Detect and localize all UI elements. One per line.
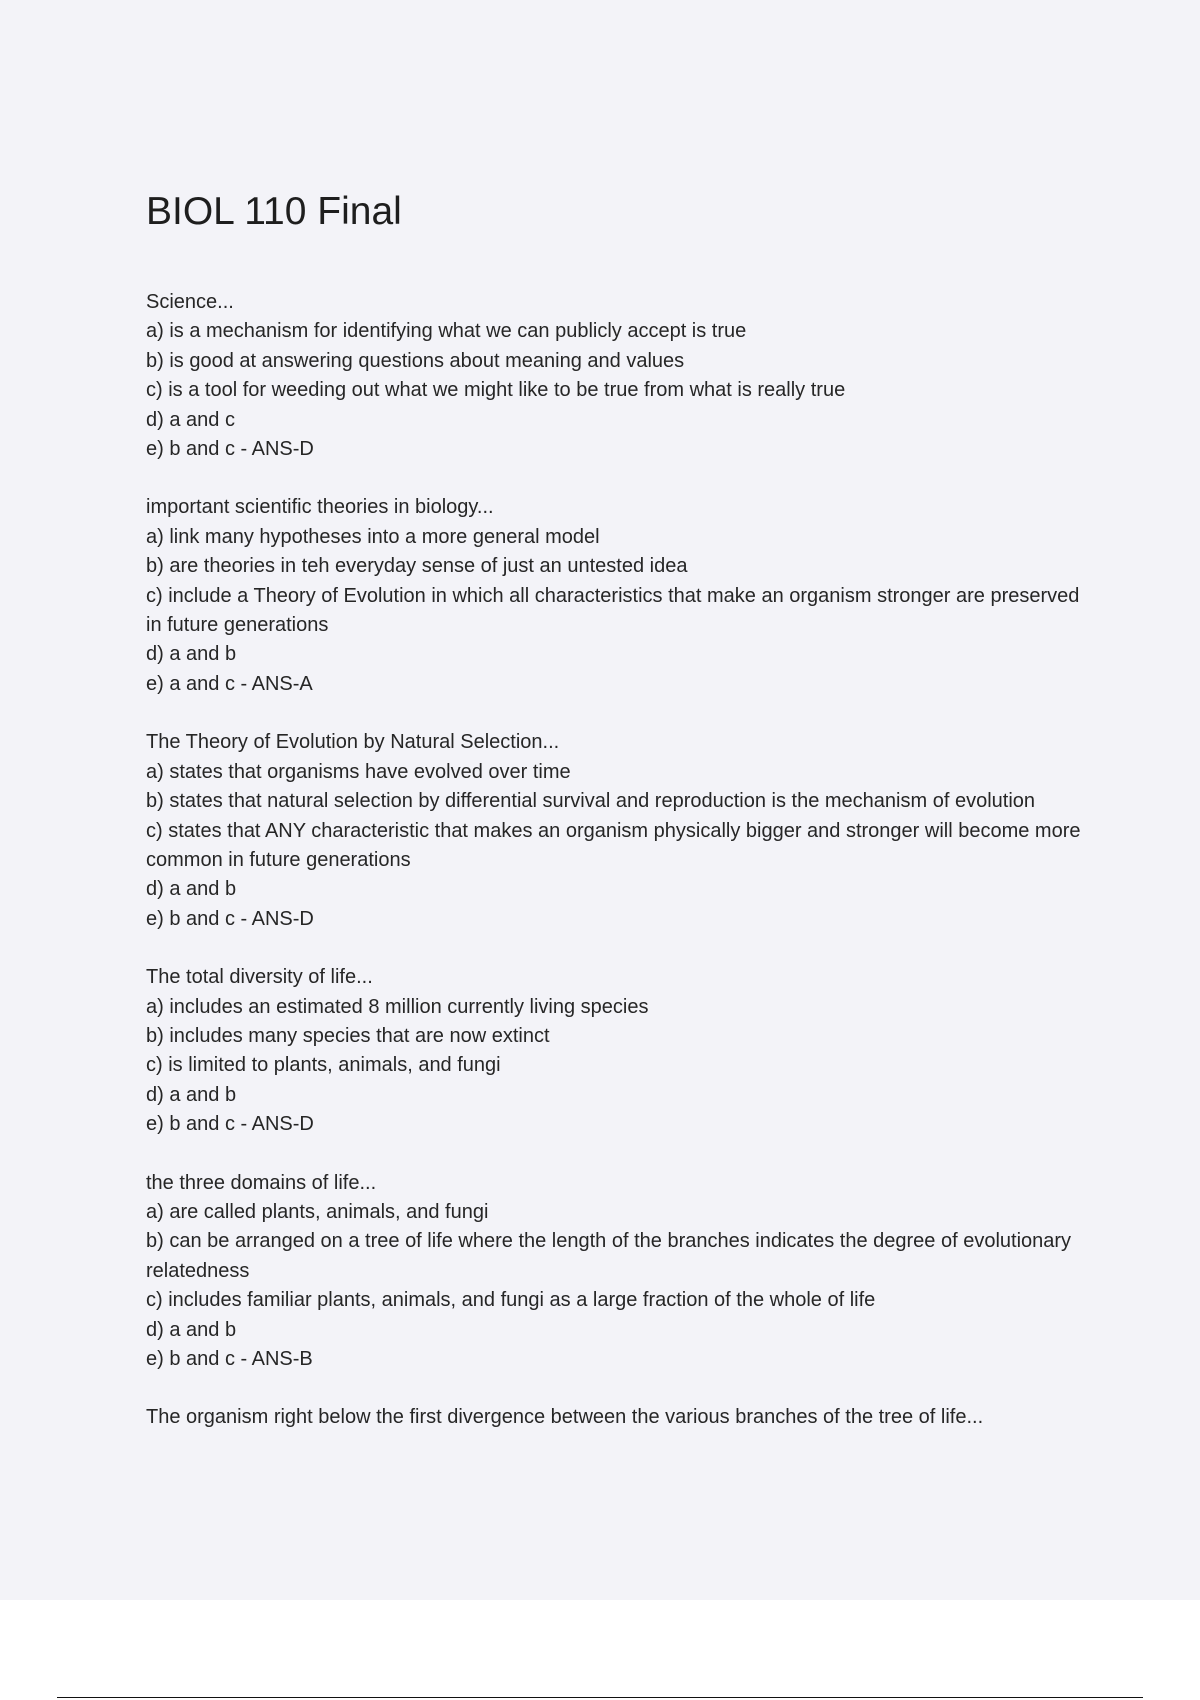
answer-option-with-key: e) b and c - ANS-D <box>146 1113 314 1136</box>
answer-option-with-key: e) b and c - ANS-D <box>146 907 314 930</box>
answer-option: c) states that ANY characteristic that makes an organism physically bigger and stronger will become more common in future generations <box>146 819 1087 871</box>
question-3 <box>146 728 1086 934</box>
document-title: BIOL 110 Final <box>146 190 402 233</box>
answer-option: a) is a mechanism for identifying what we can publicly accept is true <box>146 320 747 343</box>
answer-option-with-key: e) b and c - ANS-B <box>146 1348 313 1370</box>
question-4 <box>146 963 1086 1139</box>
question-stem: the three domains of life... <box>146 1171 377 1194</box>
answer-option: b) is good at answering questions about meaning and values <box>146 349 685 372</box>
answer-option: a) states that organisms have evolved over time <box>146 760 571 783</box>
question-2 <box>146 493 1086 699</box>
answer-option: b) states that natural selection by differential survival and reproduction is the mechanism of evolution <box>146 790 1036 813</box>
answer-option: c) includes familiar plants, animals, and fungi as a large fraction of the whole of life <box>146 1289 876 1312</box>
answer-option-with-key: e) a and c - ANS-A <box>146 672 313 695</box>
answer-option: b) are theories in teh everyday sense of just an untested idea <box>146 555 688 578</box>
answer-option: b) can be arranged on a tree of life where the length of the branches indicates the degree of evolutionary relatedness <box>146 1230 1077 1282</box>
answer-option: a) link many hypotheses into a more general model <box>146 525 600 548</box>
answer-option: d) a and b <box>146 878 237 901</box>
answer-option: c) is a tool for weeding out what we might like to be true from what is really true <box>146 379 846 402</box>
question-stem: Science... <box>146 291 234 313</box>
question-stem: The total diversity of life... <box>146 966 373 989</box>
answer-option: d) a and b <box>146 643 237 666</box>
answer-option: d) a and b <box>146 1318 237 1341</box>
question-stem: The Theory of Evolution by Natural Selection... <box>146 731 560 754</box>
question-6 <box>146 1403 1086 1432</box>
question-stem: important scientific theories in biology... <box>146 496 494 519</box>
question-stem: The organism right below the first divergence between the various branches of the tree of life... <box>146 1406 984 1429</box>
answer-option: c) include a Theory of Evolution in which all characteristics that make an organism stronger are preserved in future generations <box>146 584 1085 637</box>
answer-option: d) a and b <box>146 1083 237 1106</box>
answer-option: a) are called plants, animals, and fungi <box>146 1200 489 1223</box>
answer-option: b) includes many species that are now extinct <box>146 1024 550 1047</box>
footer-divider <box>57 1697 1143 1698</box>
answer-option: d) a and c <box>146 408 235 431</box>
question-1 <box>146 288 1086 464</box>
document-content <box>146 182 1086 1462</box>
answer-option: c) is limited to plants, animals, and fungi <box>146 1054 501 1077</box>
question-5 <box>146 1169 1086 1375</box>
answer-option-with-key: e) b and c - ANS-D <box>146 438 314 461</box>
answer-option: a) includes an estimated 8 million currently living species <box>146 995 649 1018</box>
